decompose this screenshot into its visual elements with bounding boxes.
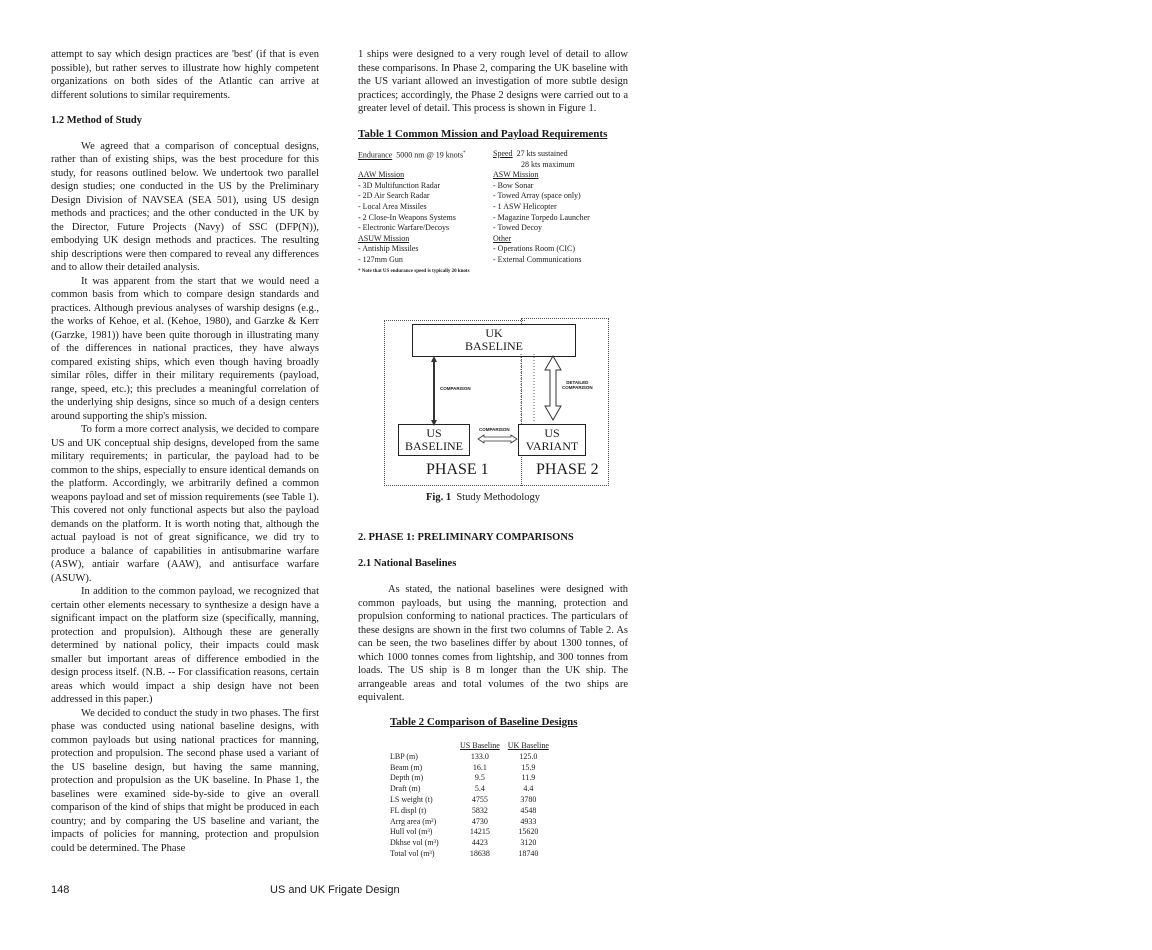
list-item: - Electronic Warfare/Decoys [358, 223, 450, 233]
table-row: Total vol (m³) 18638 18740 [390, 848, 539, 858]
comparison-label: COMPARISON [479, 427, 510, 432]
running-title: US and UK Frigate Design [270, 884, 400, 896]
list-item: - 3D Multifunction Radar [358, 180, 440, 190]
detailed-comparison-label: DETAILED COMPARISON [562, 380, 593, 390]
paragraph: It was apparent from the start that we would need a common basis from which to compare design standards and practices. Although previous analyses of warship designs (e.g., the works of Kehoe, et al. (Kehoe, 1980), and Garzke & Kerr (Garzke, 1981)) have been quite thorough in illustrating many of the differences in national practices, they have always compared existing ships, which even though having broadly similar rôles, differ in their military requirements (payload, range, speed, etc.); this precludes a meaningful correlation of the underlying ship designs, since so much of a design centers around supporting the ship's mission. [51, 275, 319, 422]
list-item: - 2 Close-In Weapons Systems [358, 212, 456, 222]
list-item: - 2D Air Search Radar [358, 191, 430, 201]
paragraph: We agreed that a comparison of conceptual designs, rather than of existing ships, was the best procedure for this study, for reasons outlined below. We undertook two parallel design studies; one conducted in the US by the Preliminary Design Division of NAVSEA (SEA 501), using US design methods and practices; and the other conducted in the UK by the Director, Future Projects (Navy) of SSC (DFP(N)), embodying UK design methods and practices. The resulting ship descriptions were then compared to reveal any differences and to allow their detailed analysis. [51, 140, 319, 273]
table2 [386, 741, 553, 860]
table1-title: Table 1 Common Mission and Payload Requirements [358, 127, 608, 140]
detailed-comparison-arrow [545, 356, 561, 420]
table-row: Draft (m) 5.4 4.4 [390, 784, 534, 794]
table-row: Dkhse vol (m³) 4423 3120 [390, 838, 537, 848]
uk-baseline-box: UK BASELINE [412, 324, 576, 357]
endurance-value: 5000 nm @ 19 knots [396, 150, 464, 160]
paragraph: In addition to the common payload, we recognized that certain other elements necessary to synthesize a design have a significant impact on the platform size (specifically, manning, protection and propulsion). Although these are generally determined by national policy, their impacts could mask smaller but important areas of difference embodied in the design process itself. (N.B. -- For classification reasons, certain areas which would impact a ship design have not been addressed in this paper.) [51, 586, 319, 705]
asuw-heading: ASUW Mission [358, 233, 410, 243]
paragraph: We decided to conduct the study in two phases. The first phase was conducted using national baseline designs, with common payloads but using national practices for manning, protection and propulsion. The second phase used a variant of the US baseline design, but having the same manning, protection and propulsion as the UK baseline. In Phase 1, the baselines were examined side-by-side to give an overall comparison of the kind of ships that might be produced in each country; and by comparing the US baseline and variant, the impacts of policies for manning, protection and propulsion could be determined. The Phase [51, 707, 319, 854]
section-heading: 1.2 Method of Study [51, 115, 143, 126]
table2-title: Table 2 Comparison of Baseline Designs [390, 716, 578, 728]
column-header: UK Baseline [507, 741, 549, 750]
comparison-arrow-horizontal [478, 435, 517, 443]
table-row: LBP (m) 133.0 125.0 [390, 751, 538, 761]
us-baseline-box: US BASELINE [398, 424, 470, 456]
list-item: - Bow Sonar [493, 180, 534, 190]
list-item: - 127mm Gun [358, 254, 403, 264]
section-heading: 2. PHASE 1: PRELIMINARY COMPARISONS [358, 532, 574, 543]
speed-label: Speed [493, 149, 513, 158]
table1: Endurance 5000 nm @ 19 knots* Speed 27 kts sustained 28 kts maximum AAW Mission - 3D Multifunction Radar - 2D Air Search Radar - Local Area Missiles - 2 Close-In Weapons Systems - Electronic Warfare/Decoys ASUW Mission - Antiship Missiles - 127mm Gun ASW Mission - Bow Sonar - Towed Array (space only) - 1 ASW Helicopter - Magazine Torpedo Launcher - Towed Decoy Other - Operations Room (CIC) - External Communications * Note that US endurance speed is typically 20 knots [358, 149, 618, 275]
asw-heading: ASW Mission [493, 170, 539, 180]
aaw-heading: AAW Mission [358, 170, 405, 180]
endurance-label: Endurance [358, 150, 393, 160]
phase2-label: PHASE 2 [536, 461, 599, 478]
table-row: Hull vol (m³) 14215 15620 [390, 827, 539, 837]
list-item: - Towed Decoy [493, 223, 543, 233]
list-item: - Antiship Missiles [358, 244, 419, 254]
table-row: FL displ (t) 5832 4548 [390, 805, 537, 815]
table-header-row [386, 741, 553, 752]
list-item: - 1 ASW Helicopter [493, 201, 557, 211]
paragraph: To form a more correct analysis, we decided to compare US and UK conceptual ship designs, developed from the same military requirements; in particular, the payload had to be common to the ships, especially to ensure identical demands on the platform. Accordingly, we arbitrarily defined a common weapons payload and set of mission requirements (see Table 1). This covered not only functional aspects but also the payload demands on the platform. It is worth noting that, although the actual payload is not of great significance, we did try to produce a balance of capabilities in antisubmarine warfare (ASW), antiair warfare (AAW), and antisurface warfare (ASUW). [51, 424, 319, 584]
table-row: LS weight (t) 4755 3780 [390, 794, 537, 804]
table1-note: * Note that US endurance speed is typically 20 knots [358, 268, 470, 274]
paragraph: attempt to say which design practices are 'best' (if that is even possible), but rather serves to illustrate how highly competent organizations on both sides of the Atlantic can arrive at different solutions to similar requirements. [51, 49, 319, 101]
paragraph: As stated, the national baselines were designed with common payloads, but using the manning, protection and propulsion conforming to national practices. The particulars of these designs are shown in the first two columns of Table 2. As can be seen, the two baselines differ by about 1300 tonnes, of which 1000 tonnes comes from lightship, and 300 tonnes from loads. The US ship is 8 m longer than the UK ship. The arrangeable areas and total volumes of the two ships are equivalent. [358, 584, 628, 703]
arrow-head-icon [431, 420, 437, 426]
table-row: Beam (m) 16.1 15.9 [390, 762, 536, 772]
subsection-heading: 2.1 National Baselines [358, 557, 457, 569]
phase1-label: PHASE 1 [426, 461, 489, 478]
paragraph: 1 ships were designed to a very rough level of detail to allow these comparisons. In Phase 2, comparing the UK baseline with the US variant allowed an investigation of more subtle design practices; accordingly, the Phase 2 designs were carried out to a greater level of detail. This process is shown in Figure 1. [358, 49, 628, 114]
list-item: - Magazine Torpedo Launcher [493, 212, 590, 222]
table-row: Depth (m) 9.5 11.9 [390, 773, 536, 783]
list-item: - Local Area Missiles [358, 201, 427, 211]
arrow-head-icon [431, 356, 437, 362]
column-header: US Baseline [460, 741, 500, 750]
figure-1 [384, 318, 610, 488]
left-column [51, 48, 319, 855]
speed-value: 27 kts sustained [516, 149, 568, 158]
right-column [358, 48, 628, 275]
list-item: - Towed Array (space only) [493, 191, 581, 201]
other-heading: Other [493, 233, 512, 243]
page-number: 148 [51, 884, 70, 896]
figure-caption: Fig. 1 Study Methodology [426, 492, 541, 503]
list-item: - External Communications [493, 254, 582, 264]
speed-value-max: 28 kts maximum [521, 159, 575, 169]
section-2 [358, 531, 628, 705]
list-item: - Operations Room (CIC) [493, 244, 575, 254]
table-row: Arrg area (m²) 4730 4933 [390, 816, 537, 826]
us-variant-box: US VARIANT [518, 424, 586, 456]
comparison-label: COMPARISON [440, 386, 471, 391]
